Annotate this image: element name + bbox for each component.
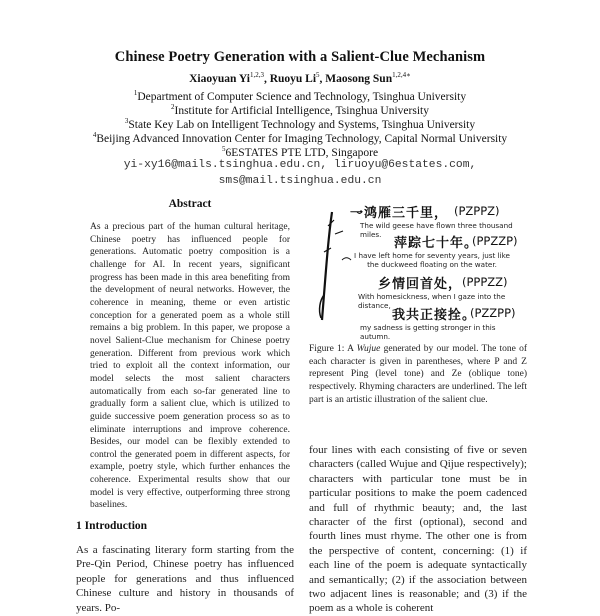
- author-name: Maosong Sun: [325, 72, 393, 85]
- caption-italic: Wujue: [356, 344, 381, 354]
- poem-line-translation: my sadness is getting stronger in this autumn.: [360, 323, 496, 341]
- poem-line-chinese: 乡情回首处，: [378, 277, 463, 292]
- affiliation-text: Department of Computer Science and Technology, Tsinghua University: [137, 90, 467, 103]
- email-line[interactable]: sms@mail.tsinghua.edu.cn: [218, 175, 382, 187]
- abstract-heading: Abstract: [168, 198, 212, 210]
- affiliation-text: 6ESTATES PTE LTD, Singapore: [225, 146, 379, 159]
- poem-line-tone: (PZPPZ): [454, 204, 500, 218]
- poem-line-chinese: 一鸿雁三千里，: [350, 206, 449, 221]
- abstract-text: As a precious part of the human cultural heritage, Chinese poetry has influenced people for generations. Automatic poetry composition is a challenge for AI. In recent years, significant progress has been made in this area benefiting from the development of neural networks. However, the coherence in meaning, theme or even artistic conception for a generated poem as a whole still remains a big problem. In this paper, we propose a novel Salient-Clue mechanism for Chinese poetry generation. Different from previous work which tried to exploit all the context information, our model selects the most salient characters automatically from each so-far generated line to gradually form a salient clue, which is utilized to guide successive poem generation process so as to eliminate interruptions and improve coherence. Besides, our model can be flexibly extended to control the generated poem in different aspects, for example, poetry style, which further enhances the coherence. Experimental results show that our model is very effective, outperforming three strong baselines.: [90, 222, 290, 511]
- author-list: Xiaoyuan Yi$^{1,2,3}$, Ruoyu Li$^5$, Maosong Sun$^{1,2,4∗}$: [189, 71, 411, 85]
- author-sup: 1,2,3: [249, 71, 264, 79]
- affiliation-sup: 4: [92, 131, 97, 139]
- introduction-text: As a fascinating literary form starting from the Pre-Qin Period, Chinese poetry has influenced people for generations and thus influenced Chinese culture and history in thousands of years. Po-: [76, 544, 294, 614]
- author-sup: 5: [316, 71, 320, 79]
- poem-line-translation: I have left home for seventy years, just like the duckweed floating on the water.: [354, 251, 510, 269]
- poem-line-tone: (PZZPP): [470, 306, 516, 320]
- affiliation-sup: 3: [124, 117, 129, 125]
- author-emails: [0, 157, 600, 189]
- affiliation-sup: 5: [221, 145, 226, 153]
- caption-prefix: Figure 1: A: [309, 344, 357, 354]
- affiliation-text: Institute for Artificial Intelligence, Tsinghua University: [174, 104, 429, 117]
- poem-line-chinese: 我共正接拴。: [392, 308, 477, 323]
- poem-line-tone: (PPZZP): [472, 234, 518, 248]
- section-heading-introduction: 1 Introduction: [76, 520, 148, 532]
- author-sup: 1,2,4∗: [392, 71, 411, 79]
- poem-line-tone: (PPPZZ): [462, 275, 508, 289]
- author-name: Xiaoyuan Yi: [189, 72, 250, 85]
- author-name: Ruoyu Li: [269, 72, 317, 85]
- caption-text: generated by our model. The tone of each character is given in parentheses, where P and Z represent Ping (level tone) and Ze (oblique tone) respectively. Rhyming characters are underlined. The left part is an artistic illustration of the salient clue.: [309, 344, 527, 405]
- email-line[interactable]: yi-xy16@mails.tsinghua.edu.cn, liruoyu@6estates.com,: [123, 159, 477, 171]
- affiliation-sup: 2: [171, 103, 175, 111]
- figure-poem-illustration: [312, 200, 520, 341]
- poem-line-translation: With homesickness, when I gaze into the distance,: [358, 292, 506, 310]
- affiliation-text: State Key Lab on Intelligent Technology and Systems, Tsinghua University: [128, 118, 476, 131]
- poem-line-translation: The wild geese have flown three thousand miles.: [360, 221, 513, 239]
- affiliation-sup: 1: [133, 89, 138, 97]
- poem-line-chinese: 萍踪七十年。: [394, 236, 479, 251]
- paper-title: Chinese Poetry Generation with a Salient-Clue Mechanism: [114, 49, 486, 65]
- affiliation-text: Beijing Advanced Innovation Center for Imaging Technology, Capital Normal University: [96, 132, 508, 145]
- figure-caption: [309, 343, 527, 407]
- right-column-text: four lines with each consisting of five or seven characters (called Wujue and Qijue respectively); characters with particular tone must be in particular positions to make the poem cadenced and full of rhythmic beauty; and, the last character of the first (optional), second and fourth lines must rhyme. The other one is from the perspective of content, concerning: (1) if each line of the poem is adequate syntactically and semantically; (2) if the association between two adjacent lines is reasonable; and (3) if the poem as a whole is coherent: [309, 444, 527, 615]
